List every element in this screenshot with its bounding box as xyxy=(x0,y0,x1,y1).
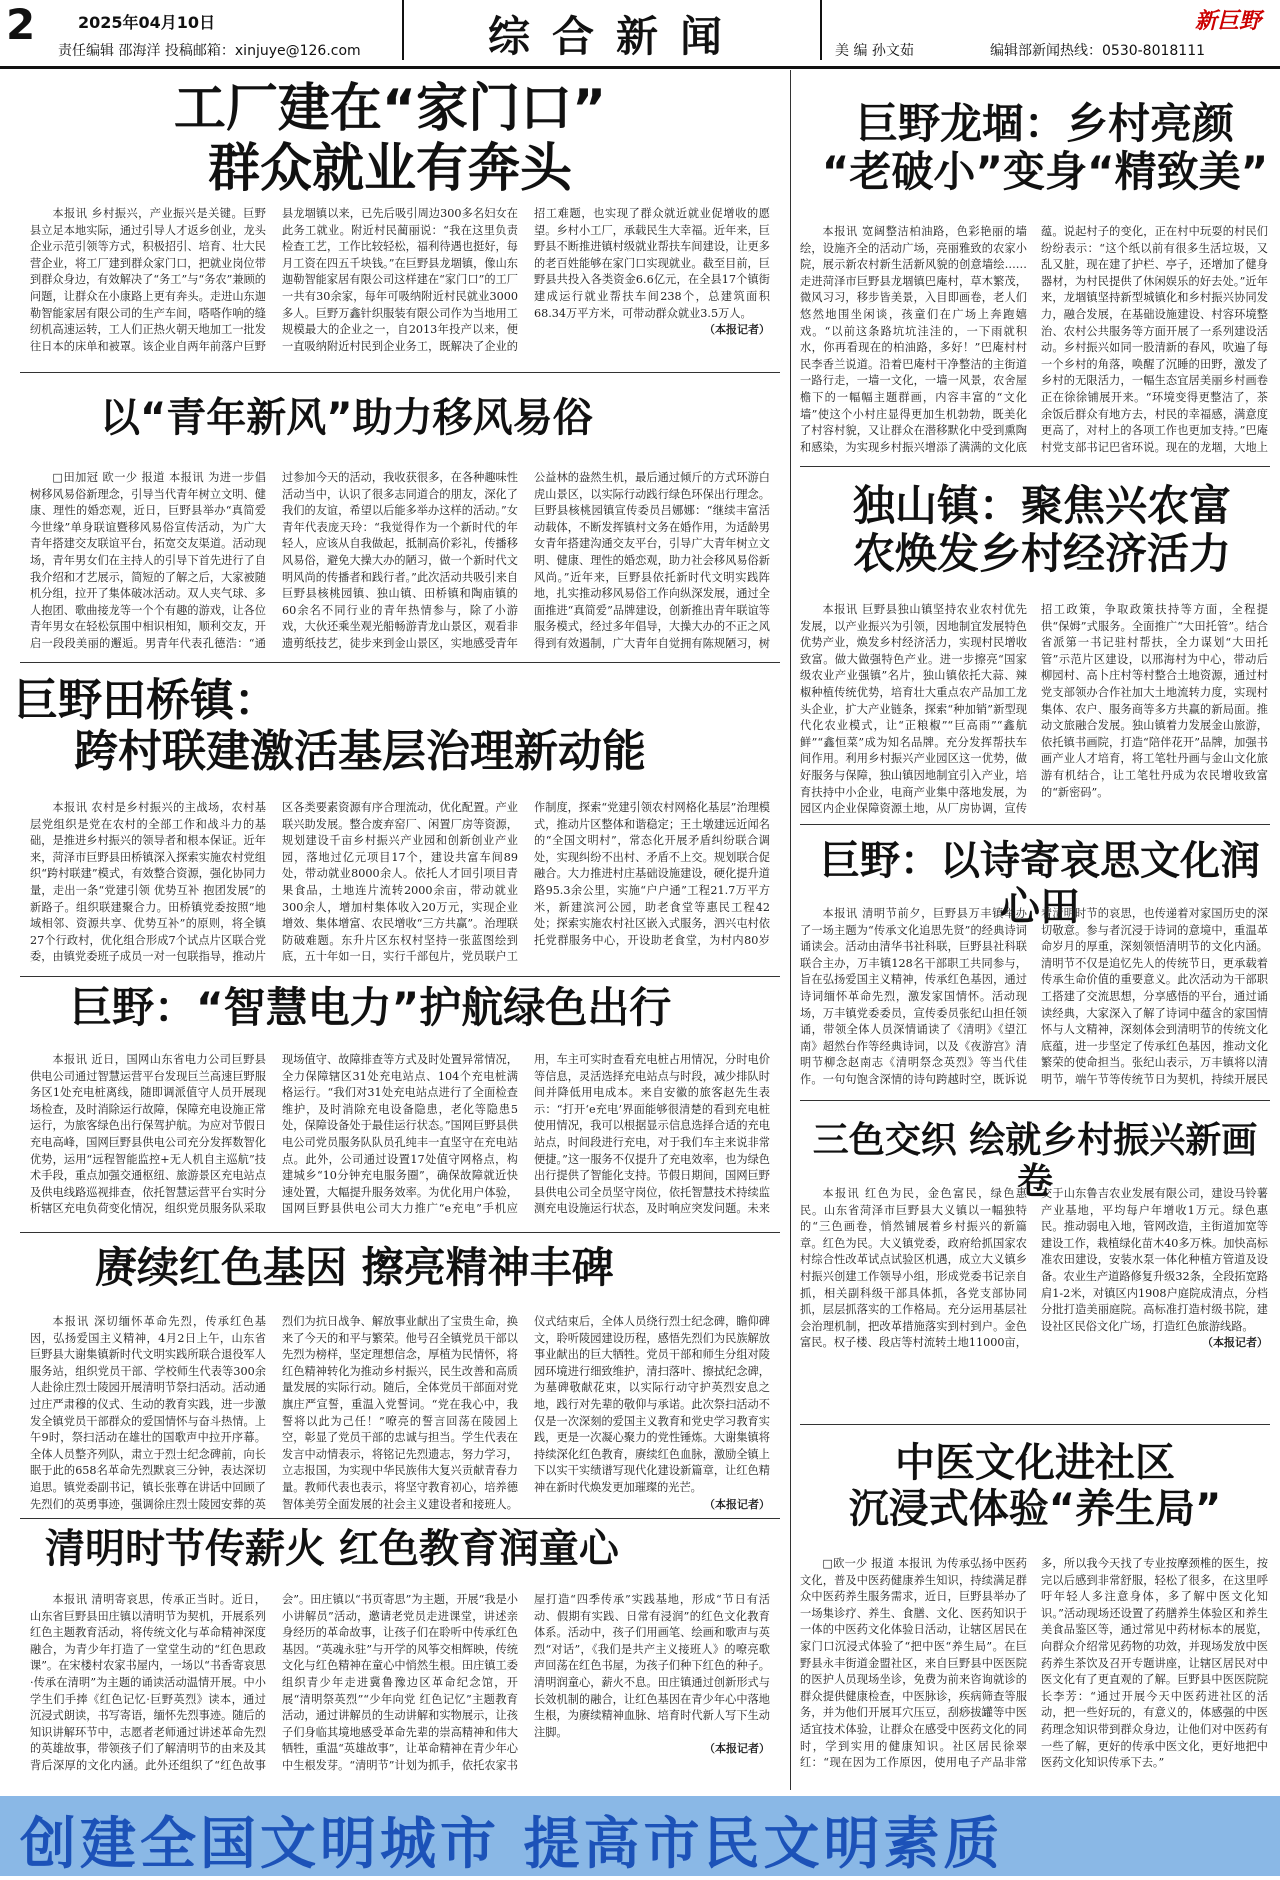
headline-line: 巨野：以诗寄哀思文化润心田 xyxy=(820,838,1260,930)
article-body xyxy=(30,1052,770,1224)
article-body xyxy=(800,602,1268,818)
article-body xyxy=(800,224,1268,460)
article-divider xyxy=(20,1232,780,1233)
slogan-text: 创建全国文明城市 提高市民文明素质 xyxy=(20,1812,1004,1877)
article-divider xyxy=(20,1518,780,1519)
article-headline xyxy=(70,984,750,1032)
article-body xyxy=(800,1556,1268,1788)
headline-line: 独山镇：聚焦兴农富 xyxy=(852,481,1231,530)
article-text: 本报讯 红色为民，金色富民，绿色惠民。山东省菏泽市巨野县大义镇以一幅独特的“三色画卷，悄然铺展着乡村振兴的新篇章。红色为民。大义镇党委，政府给抓国家农村综合性改革试点试验区机遇，成立大义镇乡村振兴创建工作领导小组，形成党委书记亲自抓，相关副科级干部具体抓，各党支部协同抓，层层抓落实的工作格局。充分运用基层社会治理机制，把改革措施落实到村到户。金色富民。权子楼、段店等村流转土地11000亩，交于山东鲁吉农业发展有限公司，建设马铃薯产业基地，平均每户年增收1万元。绿色惠民。推动弱电入地，管网改造，主街道加宽等建设工作，栽植绿化苗木40多万株。加快高标准农田建设，安装水泵一体化种植方管道及设备。农业生产道路修复升级32条，全段拓宽路肩1-2米，对镇区内1908户庭院成清点，分档分批打造美丽庭院。高标准打造村级书院，建设社区民俗文化广场，打造红色旅游线路。 xyxy=(800,1187,1268,1350)
headline-line: “老破小”变身“精致美” xyxy=(821,147,1269,197)
headline-line: 农焕发乡村经济活力 xyxy=(852,529,1231,579)
article-text: 本报讯 乡村振兴，产业振兴是关键。巨野县立足本地实际，通过引导人才返乡创业，龙头企业示范引领等方式，积极招引、培育、壮大民营企业，将工厂建到群众家门口，把就业岗位带到群众身边，有效解决了“务工”与“务农”兼顾的问题，让群众在小康路上更有奔头。走进山东迦勒智能家居有限公司的生产车间，嗒嗒作响的缝纫机高速运转，工人们正热火朝天地加工一批发往日本的床单和被罩。该企业自两年前落户巨野县龙堌镇以来，已先后吸引周边300多名妇女在此务工就业。附近村民蔺丽说：“我在这里负责检查工艺，工作比较轻松，福利待遇也挺好，每月工资在四五千块钱。”在巨野县龙堌镇，像山东迦勒智能家居有限公司这样建在“家门口”的工厂一共有30余家，每年可吸纳附近村民就业3000多人。巨野万鑫针织服装有限公司作为当地用工规模最大的企业之一，自2013年投产以来，便一直吸纳附近村民到企业务工，既解决了企业的招工难题，也实现了群众就近就业促增收的愿望。乡村小工厂，承载民生大幸福。近年来，巨野县不断推进镇村级就业帮扶车间建设，让更多的老百姓能够在家门口实现就业。截至目前，巨野县共投入各类资金6.6亿元，在全县17个镇街建成运行就业帮扶车间238个，总建筑面积68.34万平方米，可带动群众就业3.5万人。 xyxy=(30,207,770,353)
section-title: 综合新闻 xyxy=(488,12,745,61)
article-divider xyxy=(800,1100,1270,1101)
article-headline xyxy=(100,395,720,441)
headline-line: 工厂建在“家门口” xyxy=(173,79,607,139)
article-headline xyxy=(800,1440,1270,1532)
article-text: 本报讯 农村是乡村振兴的主战场，农村基层党组织是党在农村的全部工作和战斗力的基础，是推进乡村振兴的领导者和根本保证。近年来，菏泽市巨野县田桥镇深入探索实施农村党组织“跨村联建”模式，有效整合资源，强化协同力量，走出一条“党建引领 优势互补 抱团发展”的新路子。组织联建聚合力。田桥镇党委按照“地域相邻、资源共享、优势互补”的原则，将全镇27个行政村，优化组合形成7个试点片区联合党委，由镇党委班子成员一对一包联指导，推动片区各类要素资源有序合理流动，优化配置。产业联兴助发展。整合废弃窑厂、闲置厂房等资源，规划建设千亩乡村振兴产业园和创新创业产业园，落地过亿元项目17个，建设共富车间89处，带动就业8000余人。依托人才回引项目青果食品，土地连片流转2000余亩，带动就业300余人，增加村集体收入20万元，实现企业增效、集体增富、农民增收“三方共赢”。治理联防破难题。东升片区东权村坚持一张蓝图绘到底，五十年如一日，实行千部包片，党员联户工作制度，探索“党建引领农村网格化基层”治理模式，推动片区整体和谐稳定；王土墩建远近闻名的“全国文明村”，常态化开展矛盾纠纷联合调处，实现纠纷不出村、矛盾不上交。规划联合促融合。大力推进村庄基础设施建设，硬化提升道路95.3余公里，实施“户户通”工程21.7万平方米，新建滨河公园，助老食堂等惠民工程42处；探索实施农村社区嵌入式服务，泗兴屯村依托党群服务中心，开设助老食堂，为村内80岁 xyxy=(30,801,770,964)
article-text: 本报讯 清明寄哀思，传承正当时。近日，山东省巨野县田庄镇以清明节为契机，开展系列红色主题教育活动，将传统文化与革命精神深度融合，为青少年打造了一堂堂生动的“红色思政课”。在宋楼村农家书屋内，一场以“书香寄哀思·传承在清明”为主题的诵读活动温情开展。中小学生们手捧《红色记忆·巨野英烈》读本，通过沉浸式朗读，书写寄语，缅怀先烈事迹。随后的知识讲解环节中，志愿者老师通过讲述革命先烈的英雄故事，带领孩子们了解清明节的由来及其背后深厚的文化内涵。此外还组织了“红色故事会”。田庄镇以“书页寄思”为主题，开展“我是小小讲解员”活动，邀请老党员走进课堂，讲述亲身经历的革命故事，让孩子们在聆听中传承红色基因。“英魂永驻”与开学的风筝交相辉映，传统文化与红色精神在童心中悄然生根。田庄镇工委组织青少年走进冀鲁豫边区革命纪念馆，开展“清明祭英烈”“少年向党 红色记忆”主题教育活动，通过讲解员的生动讲解和实物展示，让孩子们身临其境地感受革命先辈的崇高精神和伟大牺牲，重温“英雄故事”，让革命精神在青少年心中生根发芽。“清明节”计划为抓手，依托农家书屋打造“四季传承”实践基地，形成“节日有活动、假期有实践、日常有浸润”的红色文化教育体系。活动中，孩子们用画笔、绘画和歌声与英烈“对话”，《我们是共产主义接班人》的嘹亮歌声回荡在红色书屋，为孩子们种下红色的种子。清明润童心，薪火不息。田庄镇通过创新形式与长效机制的融合，让红色基因在青少年心中落地生根，为赓续精神血脉、培育时代新人写下生动注脚。 xyxy=(30,1593,770,1772)
editor-info: 责任编辑 邵海洋 投稿邮箱：xinjuye@126.com xyxy=(58,43,361,59)
article-text: 本报讯 近日，国网山东省电力公司巨野县供电公司通过智慧运营平台发现巨兰高速巨野服务区1处充电桩离线，随即调派值守人员开展现场检查，及时消除运行故障，保障充电设施正常运行，为旅客绿色出行保驾护航。为应对节假日充电高峰，国网巨野县供电公司充分发挥数智化优势，运用“远程智能监控+无人机自主巡航”技术手段，重点加强交通枢纽、旅游景区充电站点及供电线路巡视排查，依托智慧运营平台实时分析辖区充电负荷变化情况，组织党员服务队采取现场值守、故障排查等方式及时处置异常情况，全力保障辖区31处充电站点、104个充电桩满格运行。“我们对31处充电站点进行了全面检查维护，及时消除充电设备隐患，老化等隐患5处，保障设备处于最佳运行状态。”国网巨野县供电公司党员服务队队员孔纯丰一直坚守在充电站点。此外，公司通过设置17处值守网格点，构建城乡“10分钟充电服务圈”，确保故障就近快速处置，大幅提升服务效率。为优化用户体验，国网巨野县供电公司大力推广“e充电”手机应用，车主可实时查看充电桩占用情况，分时电价等信息，灵活选择充电站点与时段，减少排队时间并降低用电成本。来自安徽的旅客赵先生表示：“打开‘e充电’界面能够很清楚的看到充电桩使用情况，我可以根据显示信息选择合适的充电站点，时间段进行充电，对于我们车主来说非常便捷。”这一服务不仅提升了充电效率，也为绿色出行提供了智能化支持。节假日期间，国网巨野县供电公司全员坚守岗位，依托智慧技术持续监测充电设施运行状态，及时响应突发问题。未来 xyxy=(30,1053,770,1216)
article-divider xyxy=(800,466,1270,467)
article-text: □田加冠 欧一少 报道 本报讯 为进一步倡树移风易俗新理念，引导当代青年树立文明、健康、理性的婚恋观，近日，巨野县举办“真简爱 今世缘”单身联谊暨移风易俗宣传活动，为广大青年搭建交友联谊平台，拓宽交友渠道。活动现场，青年男女们在主持人的引导下首先进行了自我介绍和才艺展示，简短的了解之后，大家被随机分组，拉开了集体破冰活动。双人夹气球、多人抱团、歌曲接龙等一个个有趣的游戏，让各位青年男女在轻松氛围中相识相知，顺利交友，开启一段段美丽的邂逅。男青年代表孔德浩：“通过参加今天的活动，我收获很多，在各种趣味性活动当中，认识了很多志同道合的朋友，深化了我们的友谊，希望以后能多举办这样的活动。”女青年代表庞天玲：“我觉得作为一个新时代的年轻人，应该从自我做起，抵制高价彩礼，传播移风易俗，避免大操大办的陋习，做一个新时代文明风尚的传播者和践行者。”此次活动共吸引来自巨野县核桃园镇、独山镇、田桥镇和陶庙镇的60余名不同行业的青年热情参与，除了小游戏，大伙还乘坐观光船畅游青龙山景区，观看非遗剪纸技艺，徒步来到金山景区，实地感受青年公益林的盎然生机，最后通过倾斤的方式环游白虎山景区，以实际行动践行绿色环保出行理念。巨野县核桃园镇宣传委员吕娜娜：“继续丰富活动载体，不断发挥镇村文务在婚作用，为适龄男女青年搭建沟通交友平台，引导广大青年树立文明、健康、理性的婚恋观，助力社会移风易俗新风尚。”近年来，巨野县依托新时代文明实践阵地，扎实推动移风易俗工作向纵深发展，通过全面推进“真简爱”品牌建设，创新推出青年联谊等服务模式，经过多年倡导，大操大办的不正之风得到有效遏制，广大青年自觉拥有陈规陋习，树 xyxy=(30,471,770,650)
article-body xyxy=(30,470,770,655)
article-body xyxy=(30,800,770,970)
reporter: （本报记者） xyxy=(704,1742,770,1756)
article-body xyxy=(30,206,770,366)
hotline: 编辑部新闻热线：0530-8018111 xyxy=(990,43,1206,59)
slogan-banner xyxy=(0,1796,1280,1876)
headline-line: 以“青年新风”助力移风易俗 xyxy=(100,395,593,441)
article-body xyxy=(800,906,1268,1096)
headline-line: 中医文化进社区 xyxy=(895,1440,1175,1486)
article-text: □欧一少 报道 本报讯 为传承弘扬中医药文化，普及中医药健康养生知识，持续满足群众中医药养生服务需求，近日，巨野县举办了一场集诊疗、养生、食膳、文化、医药知识于一体的中医药文化体验日活动，让辖区居民在家门口沉浸式体验了“把中医“养生局”。在巨野县永丰街道金盟社区，来自巨野县中医医院的医护人员现场坐诊，免费为前来咨询就诊的群众提供健康检查，中医脉诊，疾病筛查等服务，并为他们开展耳穴压豆，刮痧拔罐等中医适宜技术体验，让群众在感受中医药文化的同时，学到实用的健康知识。社区居民徐翠红：“现在因为工作原因，使用电子产品非常多，所以我今天找了专业按摩颈椎的医生，按完以后感到非常舒服，轻松了很多，在这里呼吁年轻人多注意身体，多了解中医文化知识。”活动现场还设置了药膳养生体验区和养生美食品鉴区等，通过常见中药材标本的展览，向群众介绍常见药物的功效，并现场发放中医药养生茶饮及召开专题讲座，让辖区居民对中医文化有了更直观的了解。巨野县中医医院院长李芳：“通过开展今天中医药进社区的活动，把一些好玩的，有意义的，体感强的中医药理念知识带到群众身边，让他们对中医药有一些了解，更好的传承中医文化，更好地把中医药文化知识传承下去。” xyxy=(800,1557,1268,1770)
article-divider xyxy=(800,824,1270,825)
issue-date: 2025年04月10日 xyxy=(78,13,216,32)
article-headline xyxy=(110,80,670,200)
article-body xyxy=(800,1186,1268,1418)
headline-line: 巨野龙堌：乡村亮颜 xyxy=(855,99,1234,148)
divider xyxy=(820,0,822,60)
article-text: 本报讯 巨野县独山镇坚持农业农村优先发展，以产业振兴为引领，因地制宜发展特色优势产业，焕发乡村经济活力，实现村民增收致富。做大做强特色产业。进一步擦亮“国家级农业产业强镇”名片，独山镇依托大蒜、辣椒种植传统优势，培育壮大重点农产品加工龙头企业，扩大产业链条，探索“种加销”新型现代化农业模式，让“正粮椒”“巨高雨”“鑫航鲜”“鑫恒菜”成为知名品牌。充分发挥帮扶车间作用。利用乡村振兴产业园区这一优势，做好服务与保障，独山镇因地制宜引入产业，培育扶持中小企业，电商产业集中落地发展，为园区内企业保障资源土地，从厂房协调，宣传招工政策，争取政策扶持等方面，全程提供“保姆”式服务。全面推广“大田托管”。结合省派第一书记驻村帮扶，全力谋划“大田托管”示范片区建设，以邢海村为中心，带动后柳园村、高卜庄村等村整合土地资源，通过村党支部领办合作社加大土地流转力度，实现村集体、农户、服务商等多方共赢的新局面。推动文旅融合发展。独山镇着力发展金山旅游，依托镇书画院，打造“陪伴花开”品牌，加强书画产业人才培育，将工笔牡丹画与金山文化旅游有机结合，让工笔牡丹成为农民增收致富的“新密码”。 xyxy=(800,603,1268,816)
article-text: 本报讯 宽阔整洁柏油路，色彩艳丽的墙绘，设施齐全的活动广场，亮丽雅致的农家小院，展示新农村新生活新风貌的创意墙绘……走进菏泽市巨野县龙堌镇巴庵村，草木繁茂，微风习习，移步皆美景，入目即画卷，老人们悠然地围坐闲谈，孩童们在广场上奔跑嬉戏。“以前这条路坑坑洼洼的，一下雨就积水，你再看现在的柏油路，多好！”巴庵村村民李香兰说道。沿着巴庵村干净整洁的主街道一路行走，一墙一文化，一墙一风景，农舍屋檐下的一幅幅主题群画，内容丰富的“文化墙”使这个小村庄显得更加生机勃勃，既美化了村容村貌，又让群众在潜移默化中受到熏陶和感染，为实现乡村振兴增添了满满的文化底蕴。说起村子的变化，正在村中玩耍的村民们纷纷表示：“这个纸以前有很多生活垃圾，又乱又脏，现在建了护栏、亭子，还增加了健身器材，为村民提供了休闲娱乐的好去处。”近年来，龙堌镇坚持新型城镇化和乡村振兴协同发力，融合发展，在基础设施建设、村容环境整治、农村公共服务等方面开展了一系列建设活动。乡村振兴如同一股清新的春风，吹遍了每一个乡村的角落，唤醒了沉睡的田野，激发了乡村的无限活力，一幅生态宜居美丽乡村画卷正在徐徐铺展开来。“环境变得更整洁了，茶余饭后群众有地方去，村民的幸福感，满意度更高了，对村上的各项工作也更加支持。”巴庵村党支部书记巴省环说。现在的龙堌，大地上 xyxy=(800,225,1268,454)
article-headline xyxy=(14,676,774,777)
article-headline xyxy=(45,1526,765,1572)
headline-line: 群众就业有奔头 xyxy=(207,138,572,199)
headline-line: 巨野田桥镇： xyxy=(14,675,278,726)
headline-line: 清明时节传薪火 红色教育润童心 xyxy=(45,1526,619,1572)
article-body xyxy=(30,1592,770,1788)
article-divider xyxy=(20,976,780,977)
column-divider xyxy=(790,70,791,1790)
article-divider xyxy=(20,372,780,373)
article-text: 本报讯 清明节前夕，巨野县万丰镇举办了一场主题为“传承文化追思先贤”的经典诗词诵读会。活动由清华书社科联，巨野县社科联联合主办，万丰镇128名干部职工共同参与，旨在弘扬爱国主义精神，传承红色基因，通过诗词缅怀革命先烈，激发家国情怀。活动现场，万丰镇党委委员，宣传委员张纪山担任领诵，带领全体人员深情诵读了《清明》《望江南》超然台作等经典诗词，以及《夜游宫》清明节柳念赵南志《清明祭念英烈》等当代佳作。一句句饱含深情的诗句跨越时空，既诉说着清明时节的哀思，也传递着对家国历史的深切敬意。参与者沉浸于诗词的意境中，重温革命岁月的厚重，深刻领悟清明节的文化内涵。清明节不仅是追忆先人的传统节日，更承载着传承生命价值的重要意义。此次活动为干部职工搭建了交流思想，分享感悟的平台，通过诵读经典，大家深入了解了诗词中蕴含的家国情怀与人文精神，深刻体会到清明节的传统文化底蕴，进一步坚定了传承红色基因，推动文化繁荣的使命担当。张纪山表示，万丰镇将以清明节，端午节等传统节日为契机，持续开展民 xyxy=(800,907,1268,1086)
reporter: （本报记者） xyxy=(704,323,770,337)
article-headline xyxy=(812,482,1272,579)
reporter: （本报记者） xyxy=(1202,1336,1268,1350)
designer-info: 美 编 孙文茹 xyxy=(835,43,914,59)
article-text: 本报讯 深切缅怀革命先烈，传承红色基因，弘扬爱国主义精神，4月2日上午，山东省巨野县大谢集镇新时代文明实践所联合退役军人服务站，组织党员干部、学校师生代表等300余人赴徐庄烈士陵园开展清明节祭扫活动。活动通过庄严肃穆的仪式、生动的教育实践，进一步激发全镇党员干部群众的爱国情怀与奋斗热情。上午9时，祭扫活动在雄壮的国歌声中拉开序幕。全体人员整齐列队，肃立于烈士纪念碑前，向长眠于此的658名革命先烈默哀三分钟，表达深切追思。镇党委副书记，镇长张尊在讲话中回顾了先烈们的英勇事迹，强调徐庄烈士陵园安葬的英烈们为抗日战争、解放事业献出了宝贵生命，换来了今天的和平与繁荣。他号召全镇党员干部以先烈为榜样，坚定理想信念，厚植为民情怀，将红色精神转化为推动乡村振兴，民生改善和高质量发展的实际行动。随后，全体党员干部面对党旗庄严宣誓，重温入党誓词。“党在我心中，我誓将以此为己任！”嘹亮的誓言回荡在陵园上空，彰显了党员干部的忠诚与担当。学生代表在发言中动情表示，将铭记先烈遗志，努力学习，立志报国，为实现中华民族伟大复兴贡献青春力量。教师代表也表示，将坚守教育初心，培养德智体美劳全面发展的社会主义建设者和接班人。仪式结束后，全体人员绕行烈士纪念碑，瞻仰碑文，聆听陵园建设历程，感悟先烈们为民族解放事业献出的巨大牺牲。党员干部和师生分组对陵园环境进行细致维护，清扫落叶、擦拭纪念碑，为墓碑敬献花束，以实际行动守护英烈安息之地，践行对先辈的敬仰与承诺。此次祭扫活动不仅是一次深刻的爱国主义教育和党史学习教育实践，更是一次凝心聚力的党性锤炼。大谢集镇将持续深化红色教育，赓续红色血脉，激励全镇上下以实干实绩谱写现代化建设新篇章，让红色精神在新时代焕发更加璀璨的光芒。 xyxy=(30,1315,770,1511)
headline-line: 巨野：“智慧电力”护航绿色出行 xyxy=(70,983,672,1032)
article-divider xyxy=(800,1424,1270,1425)
divider xyxy=(402,0,404,60)
article-body xyxy=(30,1314,770,1514)
article-headline xyxy=(820,100,1270,197)
headline-line: 沉浸式体验“养生局” xyxy=(848,1486,1222,1532)
newspaper-logo: 新巨野 xyxy=(1195,8,1262,34)
reporter: （本报记者） xyxy=(704,1497,770,1511)
headline-line: 赓续红色基因 擦亮精神丰碑 xyxy=(95,1243,614,1292)
article-divider xyxy=(20,662,780,663)
article-headline xyxy=(95,1244,745,1292)
page-number: 2 xyxy=(6,0,36,49)
headline-line: 跨村联建激活基层治理新动能 xyxy=(74,725,646,777)
headline-line: 三色交织 绘就乡村振兴新画卷 xyxy=(812,1120,1258,1203)
